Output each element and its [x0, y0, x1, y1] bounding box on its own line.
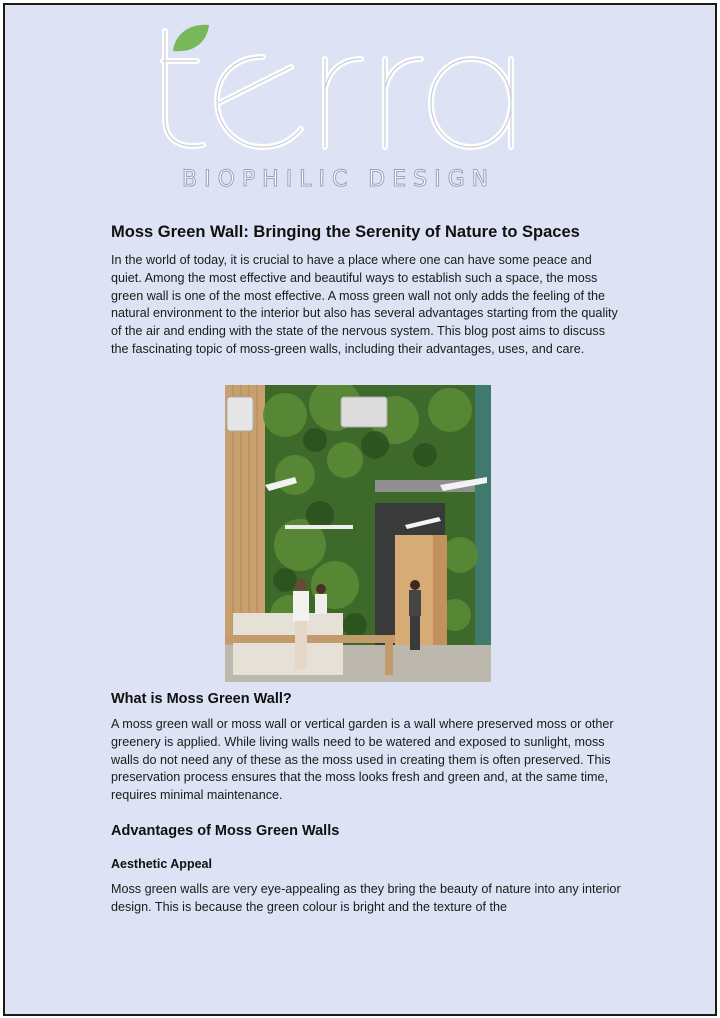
what-is-section [111, 689, 621, 805]
intro-paragraph: In the world of today, it is crucial to have a place where one can have some peace and quiet. Among the most effective and beautiful ways to establish such a space, the moss green wall is one of the most effective. A moss green wall not only adds the feeling of the natural environment to the interior but also has several advantages starting from the quality of the air and ending with the state of the nervous system. This blog post aims to discuss the fascinating topic of moss-green walls, including their advantages, uses, and care. [111, 253, 618, 356]
aesthetic-appeal-section [111, 855, 621, 917]
brand-tagline: BIOPHILIC DESIGN [182, 167, 496, 192]
aesthetic-appeal-heading: Aesthetic Appeal [111, 857, 212, 871]
what-is-heading: What is Moss Green Wall? [111, 691, 292, 707]
advantages-heading: Advantages of Moss Green Walls [111, 823, 340, 839]
article-title: Moss Green Wall: Bringing the Serenity of Nature to Spaces [111, 223, 580, 241]
terra-wordmark-icon [153, 19, 523, 169]
aesthetic-appeal-paragraph: Moss green walls are very eye-appealing as they bring the beauty of nature into any interior design. This is because the green colour is bright and the texture of the [111, 882, 621, 914]
leaf-icon [173, 25, 209, 52]
document-page [3, 3, 717, 1016]
what-is-paragraph: A moss green wall or moss wall or vertical garden is a wall where preserved moss or other greenery is applied. While living walls need to be watered and exposed to sunlight, moss walls do not need any of these as the moss used in creating them is often preserved. This preservation process ensures that the moss looks fresh and green and, at the same time, requires minimal maintenance. [111, 717, 614, 803]
moss-wall-lobby-image [225, 385, 491, 682]
article-intro-section [111, 221, 621, 359]
advantages-section [111, 821, 621, 848]
